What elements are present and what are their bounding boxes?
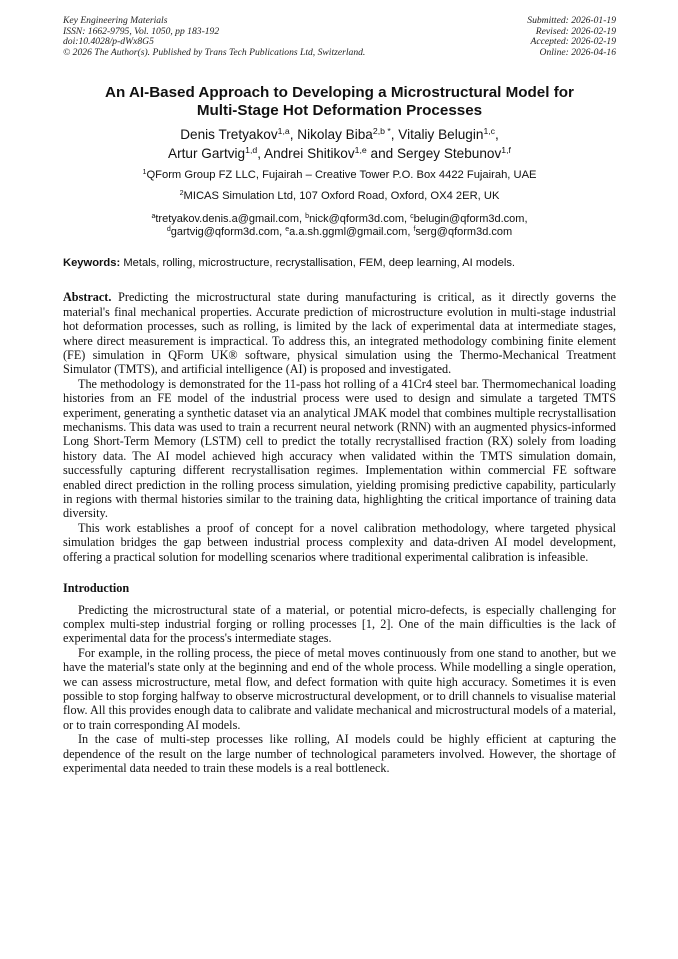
paper-title <box>63 84 616 120</box>
introduction-paragraph: For example, in the rolling process, the piece of metal moves continuously from one stand to another, but we have the material's state only at the beginning and end of the whole process. While modelling a single operation, we can assess microstructure, metal flow, and defect formation with quite high accuracy. Sometimes it is even possible to stop forging halfway to observe microstructural development, or to drill channels to visualise material flow. All this provides enough data to calibrate and validate mechanical and microstructural models of a material, or to train corresponding AI models. <box>63 645 616 732</box>
affiliation-2 <box>63 190 616 203</box>
date-revised: Revised: 2026-02-19 <box>535 25 616 37</box>
title-line: An AI-Based Approach to Developing a Microstructural Model for <box>105 84 574 102</box>
author-name: Andrei Shitikov <box>264 146 355 162</box>
author-separator: and <box>366 146 397 162</box>
affiliation-sup: 1 <box>142 168 147 177</box>
abstract-paragraph: The methodology is demonstrated for the 11-pass hot rolling of a 41Cr4 steel bar. Thermomechanical loading histories from an FE model of the industrial process were used to design and simulate a targeted TMTS experiment, generating a synthetic dataset via an analytical JMAK model that combines multiple recrystallisation mechanisms. This data was used to train a recurrent neural network (RNN) with an augmented physics-informed Long Short-Term Memory (LSTM) cell to predict the totally recrystallised fraction (RX) solely from loading history data. The AI model achieved high accuracy when validated within the TMTS simulation domain, successfully capturing different recrystallisation regimes. Implementation within commercial FE software enabled direct prediction in the rolling process simulation, yielding promising predictive capability, particularly in regions with thermal histories similar to the training data, highlighting the critical importance of training data diversity. <box>63 376 617 521</box>
date-accepted: Accepted: 2026-02-19 <box>530 36 616 48</box>
author-separator: , <box>257 146 264 162</box>
abstract-paragraph <box>63 290 616 376</box>
email-link[interactable]: belugin@qform3d.com <box>413 213 525 226</box>
keywords-label: Keywords: <box>63 257 121 270</box>
journal-doi: doi:10.4028/p-dWx8G5 <box>63 36 154 48</box>
journal-name: Key Engineering Materials <box>63 15 168 26</box>
author-affil-sup: 1,e <box>354 145 367 156</box>
affiliation-1 <box>63 169 616 182</box>
email-link[interactable]: nick@qform3d.com <box>309 213 404 226</box>
author-affil-sup: 1,f <box>501 145 511 156</box>
journal-copyright: © 2026 The Author(s). Published by Trans Tech Publications Ltd, Switzerland. <box>63 46 366 58</box>
email-link[interactable]: gartvig@qform3d.com <box>170 226 280 239</box>
author-name: Nikolay Biba <box>297 127 373 143</box>
publication-dates <box>527 16 616 58</box>
email-sup: c <box>410 213 414 221</box>
author-name: Vitaliy Belugin <box>398 127 484 143</box>
author-line <box>63 144 616 163</box>
journal-info <box>63 16 365 58</box>
affiliation-text: MICAS Simulation Ltd, 107 Oxford Road, Oxford, OX4 2ER, UK <box>183 190 500 203</box>
abstract-label: Abstract. <box>63 290 112 305</box>
abstract-paragraph: This work establishes a proof of concept for a novel calibration methodology, where targeted physical simulation bridges the gap between industrial process complexity and data-driven AI model development, offering a practical solution for modelling scenarios where traditional experimental calibration is infeasible. <box>63 520 616 564</box>
author-name: Denis Tretyakov <box>180 127 278 143</box>
email-separator: , <box>403 213 411 226</box>
date-online: Online: 2026-04-16 <box>539 46 616 58</box>
journal-issn: ISSN: 1662-9795, Vol. 1050, pp 183-192 <box>63 25 220 37</box>
keywords-text: Metals, rolling, microstructure, recrystallisation, FEM, deep learning, AI models. <box>123 257 516 270</box>
journal-masthead <box>63 16 616 58</box>
author-list <box>63 125 616 163</box>
author-affil-sup: 1,a <box>277 126 290 137</box>
title-line: Multi-Stage Hot Deformation Processes <box>196 102 483 120</box>
email-separator: , <box>407 226 414 239</box>
author-affil-sup: 2,b * <box>372 126 391 137</box>
email-link[interactable]: tretyakov.denis.a@gmail.com <box>155 213 300 226</box>
email-sup: a <box>151 213 156 221</box>
email-sup: e <box>285 226 290 234</box>
date-submitted: Submitted: 2026-01-19 <box>527 15 616 26</box>
author-affil-sup: 1,c <box>483 126 496 137</box>
introduction-paragraph: Predicting the microstructural state of a material, or potential micro-defects, is especially challenging for complex multi-step industrial forging or rolling processes [1, 2]. One of the main difficulties is the lack of experimental data for the process's intermediate stages. <box>63 602 616 646</box>
email-line <box>63 226 616 239</box>
keywords <box>63 257 616 270</box>
email-separator: , <box>279 226 286 239</box>
introduction-section <box>63 603 616 776</box>
affiliation-text: QForm Group FZ LLC, Fujairah – Creative Tower P.O. Box 4422 Fujairah, UAE <box>146 169 537 182</box>
email-sup: f <box>413 226 416 234</box>
author-name: Sergey Stebunov <box>396 146 502 162</box>
email-separator: , <box>524 213 528 226</box>
abstract <box>63 290 616 564</box>
author-separator: , <box>495 127 499 143</box>
email-separator: , <box>299 213 306 226</box>
author-emails <box>63 213 616 239</box>
email-link[interactable]: a.a.sh.ggml@gmail.com <box>289 226 408 239</box>
email-sup: b <box>305 213 310 221</box>
author-separator: , <box>289 127 298 143</box>
abstract-text: Predicting the microstructural state during manufacturing is critical, as it directly governs the material's final mechanical properties. Accurate prediction of microstructure evolution in multi-stage industrial hot deformation processes, such as rolling, is limited by the lack of experimental data at intermediate stages, where direct measurement is impractical. To address this, an integrated methodology combining finite element (FE) simulation in QForm UK® software, physical simulation using the Thermo-Mechanical Treatment Simulator (TMTS), and artificial intelligence (AI) is proposed and investigated. <box>63 290 616 377</box>
author-separator: , <box>390 127 399 143</box>
author-line <box>63 125 616 144</box>
section-heading-introduction: Introduction <box>63 581 130 596</box>
introduction-paragraph: In the case of multi-step processes like rolling, AI models could be highly efficient at capturing the dependence of the result on the large number of technological parameters involved. However, the shortage of experimental data needed to train these models is a real bottleneck. <box>63 732 616 775</box>
email-line <box>63 213 616 226</box>
affiliation-sup: 2 <box>179 189 184 198</box>
author-name: Artur Gartvig <box>168 146 246 162</box>
email-sup: d <box>166 226 171 234</box>
author-affil-sup: 1,d <box>245 145 258 156</box>
email-link[interactable]: serg@qform3d.com <box>415 226 513 239</box>
